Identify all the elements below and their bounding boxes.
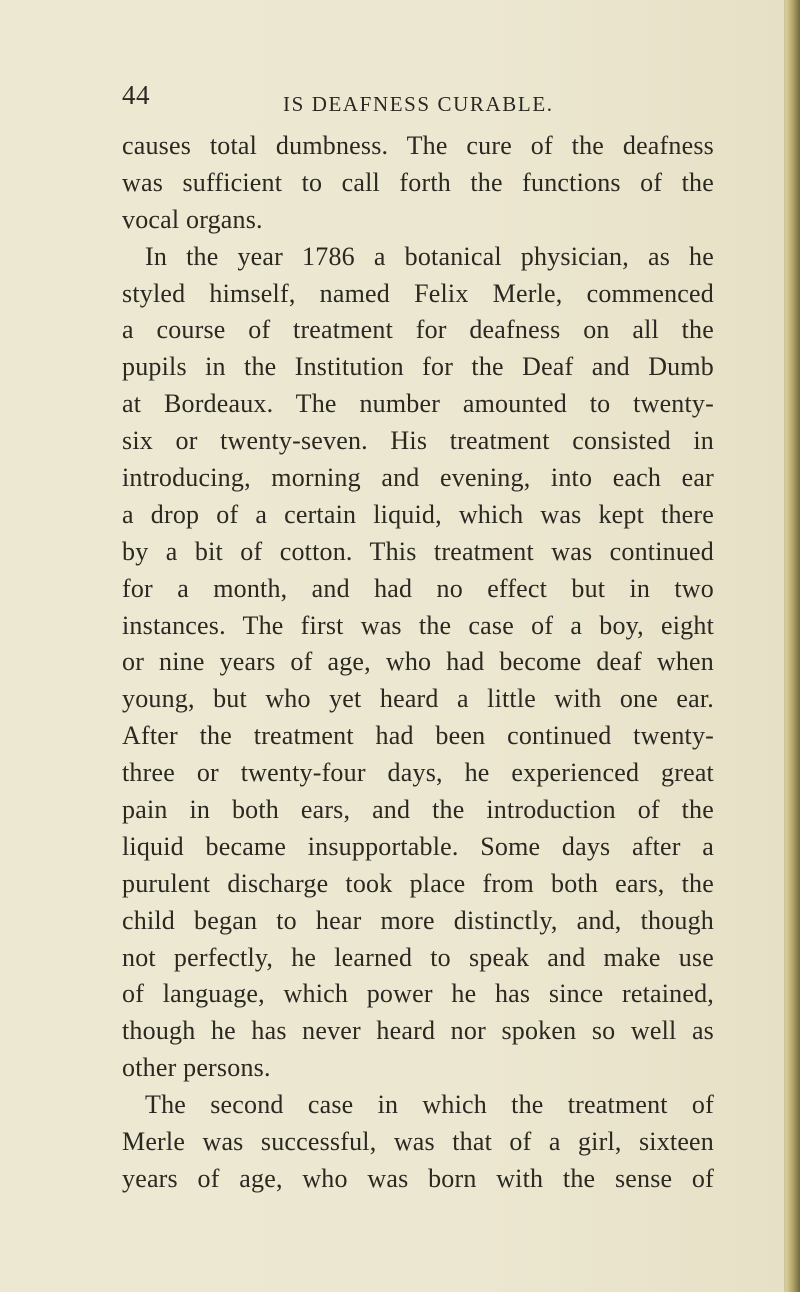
text-line: a drop of a certain liquid, which was kept there	[122, 499, 714, 529]
text-line: not perfectly, he learned to speak and make use	[122, 942, 714, 972]
text-line: instances. The first was the case of a boy, eight	[122, 610, 714, 640]
text-line: pupils in the Institution for the Deaf and Dumb	[122, 352, 714, 382]
text-line: three or twenty-four days, he experienced great	[122, 758, 714, 788]
text-line: of language, which power he has since retained,	[122, 979, 714, 1009]
text-line: In the year 1786 a botanical physician, as he	[145, 241, 714, 271]
text-line: other persons.	[122, 1053, 271, 1083]
text-line: six or twenty-seven. His treatment consisted in	[122, 426, 714, 456]
page-edge-shadow	[786, 0, 800, 1292]
text-line: After the treatment had been continued twenty-	[122, 721, 714, 751]
text-line: though he has never heard nor spoken so well as	[122, 1016, 714, 1046]
text-line: The second case in which the treatment of	[145, 1090, 714, 1120]
page-number: 44	[122, 80, 150, 110]
text-line: purulent discharge took place from both ears, the	[122, 868, 714, 898]
text-line: Merle was successful, was that of a girl, sixteen	[122, 1127, 714, 1157]
text-line: child began to hear more distinctly, and, though	[122, 905, 714, 935]
text-line: at Bordeaux. The number amounted to twenty-	[122, 389, 714, 419]
text-line: styled himself, named Felix Merle, commenced	[122, 278, 714, 308]
text-line: for a month, and had no effect but in two	[122, 573, 714, 603]
text-line: young, but who yet heard a little with one ear.	[122, 684, 714, 714]
text-line: pain in both ears, and the introduction of the	[122, 795, 714, 825]
text-line: was sufficient to call forth the functions of the	[122, 167, 714, 197]
running-head: IS DEAFNESS CURABLE.	[283, 92, 554, 116]
text-line: by a bit of cotton. This treatment was continued	[122, 536, 714, 566]
text-line: introducing, morning and evening, into each ear	[122, 463, 714, 493]
text-line: vocal organs.	[122, 204, 263, 234]
text-line: or nine years of age, who had become deaf when	[122, 647, 714, 677]
text-line: causes total dumbness. The cure of the deafness	[122, 131, 714, 160]
text-line: liquid became insupportable. Some days after a	[122, 831, 714, 861]
body-text	[122, 128, 714, 1198]
page-header	[122, 80, 725, 124]
text-line: years of age, who was born with the sense of	[122, 1163, 714, 1193]
text-line: a course of treatment for deafness on all the	[122, 315, 714, 345]
